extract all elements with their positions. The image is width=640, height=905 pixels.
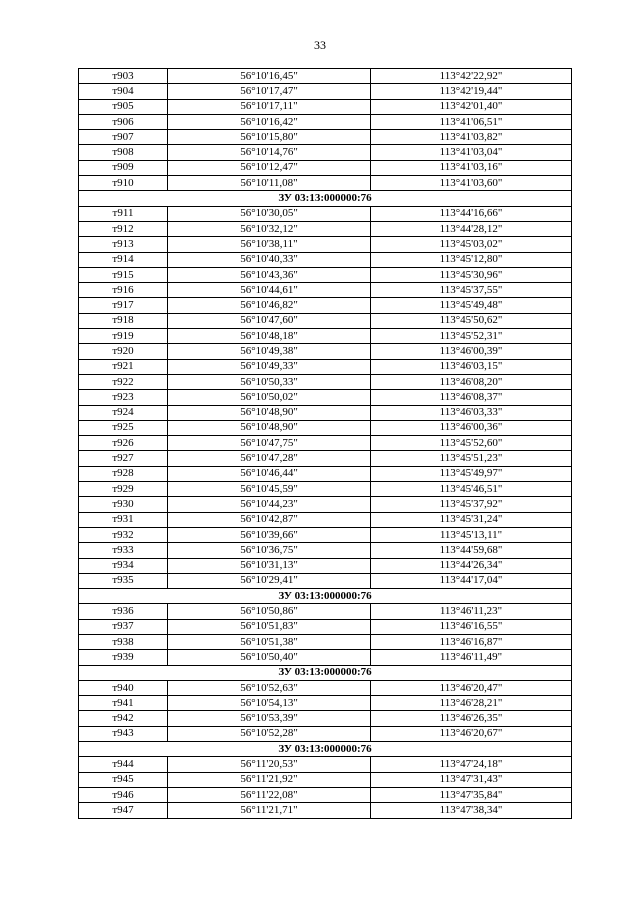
longitude-cell: 113°46'11,49": [371, 650, 572, 665]
section-header-row: [79, 665, 572, 680]
latitude-cell: 56°10'30,05": [168, 206, 371, 221]
table-row: [79, 466, 572, 481]
longitude-cell: 113°45'46,51": [371, 482, 572, 497]
point-id-cell: т913: [79, 237, 168, 252]
latitude-cell: 56°10'46,44": [168, 466, 371, 481]
table-row: [79, 772, 572, 787]
latitude-cell: 56°11'22,08": [168, 787, 371, 802]
point-id-cell: т930: [79, 497, 168, 512]
table-row: [79, 757, 572, 772]
latitude-cell: 56°11'21,92": [168, 772, 371, 787]
latitude-cell: 56°10'50,02": [168, 390, 371, 405]
latitude-cell: 56°10'17,11": [168, 99, 371, 114]
table-row: [79, 619, 572, 634]
point-id-cell: т943: [79, 726, 168, 741]
table-row: [79, 145, 572, 160]
point-id-cell: т942: [79, 711, 168, 726]
longitude-cell: 113°46'08,37": [371, 390, 572, 405]
latitude-cell: 56°10'50,40": [168, 650, 371, 665]
latitude-cell: 56°10'36,75": [168, 543, 371, 558]
longitude-cell: 113°45'37,55": [371, 283, 572, 298]
table-row: [79, 84, 572, 99]
latitude-cell: 56°10'47,60": [168, 313, 371, 328]
table-row: [79, 726, 572, 741]
latitude-cell: 56°10'42,87": [168, 512, 371, 527]
longitude-cell: 113°45'30,96": [371, 267, 572, 282]
point-id-cell: т920: [79, 344, 168, 359]
section-header-row: [79, 191, 572, 206]
longitude-cell: 113°44'28,12": [371, 221, 572, 236]
latitude-cell: 56°10'45,59": [168, 482, 371, 497]
table-row: [79, 283, 572, 298]
latitude-cell: 56°10'48,90": [168, 405, 371, 420]
table-row: [79, 482, 572, 497]
coordinates-table-body: [79, 69, 572, 819]
longitude-cell: 113°42'19,44": [371, 84, 572, 99]
table-row: [79, 160, 572, 175]
point-id-cell: т928: [79, 466, 168, 481]
point-id-cell: т924: [79, 405, 168, 420]
table-row: [79, 696, 572, 711]
longitude-cell: 113°47'24,18": [371, 757, 572, 772]
point-id-cell: т907: [79, 130, 168, 145]
point-id-cell: т935: [79, 573, 168, 588]
latitude-cell: 56°10'31,13": [168, 558, 371, 573]
longitude-cell: 113°45'12,80": [371, 252, 572, 267]
longitude-cell: 113°45'49,97": [371, 466, 572, 481]
latitude-cell: 56°10'39,66": [168, 527, 371, 542]
section-title: ЗУ 03:13:000000:76: [79, 742, 572, 757]
latitude-cell: 56°10'14,76": [168, 145, 371, 160]
coordinates-table: [78, 68, 572, 819]
point-id-cell: т906: [79, 114, 168, 129]
table-row: [79, 237, 572, 252]
point-id-cell: т926: [79, 436, 168, 451]
point-id-cell: т933: [79, 543, 168, 558]
longitude-cell: 113°41'03,82": [371, 130, 572, 145]
point-id-cell: т919: [79, 329, 168, 344]
longitude-cell: 113°42'01,40": [371, 99, 572, 114]
latitude-cell: 56°11'20,53": [168, 757, 371, 772]
latitude-cell: 56°10'12,47": [168, 160, 371, 175]
point-id-cell: т904: [79, 84, 168, 99]
point-id-cell: т905: [79, 99, 168, 114]
table-row: [79, 176, 572, 191]
longitude-cell: 113°45'49,48": [371, 298, 572, 313]
point-id-cell: т925: [79, 420, 168, 435]
longitude-cell: 113°41'03,04": [371, 145, 572, 160]
longitude-cell: 113°46'11,23": [371, 604, 572, 619]
point-id-cell: т910: [79, 176, 168, 191]
point-id-cell: т911: [79, 206, 168, 221]
longitude-cell: 113°45'31,24": [371, 512, 572, 527]
section-title: ЗУ 03:13:000000:76: [79, 589, 572, 604]
longitude-cell: 113°44'26,34": [371, 558, 572, 573]
longitude-cell: 113°45'03,02": [371, 237, 572, 252]
table-row: [79, 558, 572, 573]
point-id-cell: т944: [79, 757, 168, 772]
latitude-cell: 56°10'44,23": [168, 497, 371, 512]
longitude-cell: 113°46'20,47": [371, 680, 572, 695]
longitude-cell: 113°47'38,34": [371, 803, 572, 818]
latitude-cell: 56°10'50,33": [168, 374, 371, 389]
table-row: [79, 374, 572, 389]
table-row: [79, 527, 572, 542]
point-id-cell: т914: [79, 252, 168, 267]
table-row: [79, 69, 572, 84]
table-row: [79, 114, 572, 129]
point-id-cell: т912: [79, 221, 168, 236]
latitude-cell: 56°10'38,11": [168, 237, 371, 252]
latitude-cell: 56°10'47,75": [168, 436, 371, 451]
table-row: [79, 99, 572, 114]
table-row: [79, 329, 572, 344]
latitude-cell: 56°10'47,28": [168, 451, 371, 466]
latitude-cell: 56°10'29,41": [168, 573, 371, 588]
table-row: [79, 680, 572, 695]
longitude-cell: 113°47'31,43": [371, 772, 572, 787]
point-id-cell: т947: [79, 803, 168, 818]
latitude-cell: 56°10'51,83": [168, 619, 371, 634]
longitude-cell: 113°46'20,67": [371, 726, 572, 741]
latitude-cell: 56°10'54,13": [168, 696, 371, 711]
latitude-cell: 56°10'16,45": [168, 69, 371, 84]
table-row: [79, 634, 572, 649]
point-id-cell: т937: [79, 619, 168, 634]
latitude-cell: 56°10'16,42": [168, 114, 371, 129]
longitude-cell: 113°44'16,66": [371, 206, 572, 221]
longitude-cell: 113°46'16,87": [371, 634, 572, 649]
longitude-cell: 113°47'35,84": [371, 787, 572, 802]
point-id-cell: т941: [79, 696, 168, 711]
longitude-cell: 113°46'08,20": [371, 374, 572, 389]
latitude-cell: 56°10'17,47": [168, 84, 371, 99]
latitude-cell: 56°10'53,39": [168, 711, 371, 726]
point-id-cell: т931: [79, 512, 168, 527]
point-id-cell: т938: [79, 634, 168, 649]
point-id-cell: т916: [79, 283, 168, 298]
table-row: [79, 221, 572, 236]
table-row: [79, 512, 572, 527]
point-id-cell: т939: [79, 650, 168, 665]
point-id-cell: т929: [79, 482, 168, 497]
longitude-cell: 113°45'51,23": [371, 451, 572, 466]
latitude-cell: 56°10'15,80": [168, 130, 371, 145]
section-title: ЗУ 03:13:000000:76: [79, 191, 572, 206]
latitude-cell: 56°10'11,08": [168, 176, 371, 191]
point-id-cell: т927: [79, 451, 168, 466]
table-row: [79, 267, 572, 282]
point-id-cell: т917: [79, 298, 168, 313]
latitude-cell: 56°10'46,82": [168, 298, 371, 313]
table-row: [79, 543, 572, 558]
point-id-cell: т921: [79, 359, 168, 374]
point-id-cell: т918: [79, 313, 168, 328]
longitude-cell: 113°44'17,04": [371, 573, 572, 588]
longitude-cell: 113°46'00,36": [371, 420, 572, 435]
point-id-cell: т932: [79, 527, 168, 542]
longitude-cell: 113°45'13,11": [371, 527, 572, 542]
point-id-cell: т945: [79, 772, 168, 787]
point-id-cell: т922: [79, 374, 168, 389]
longitude-cell: 113°41'06,51": [371, 114, 572, 129]
table-row: [79, 573, 572, 588]
longitude-cell: 113°46'03,15": [371, 359, 572, 374]
table-row: [79, 405, 572, 420]
table-row: [79, 787, 572, 802]
point-id-cell: т903: [79, 69, 168, 84]
latitude-cell: 56°10'43,36": [168, 267, 371, 282]
longitude-cell: 113°46'26,35": [371, 711, 572, 726]
latitude-cell: 56°10'32,12": [168, 221, 371, 236]
table-row: [79, 313, 572, 328]
table-row: [79, 359, 572, 374]
table-row: [79, 451, 572, 466]
point-id-cell: т909: [79, 160, 168, 175]
latitude-cell: 56°10'48,90": [168, 420, 371, 435]
point-id-cell: т915: [79, 267, 168, 282]
longitude-cell: 113°46'16,55": [371, 619, 572, 634]
table-row: [79, 436, 572, 451]
point-id-cell: т908: [79, 145, 168, 160]
section-header-row: [79, 742, 572, 757]
latitude-cell: 56°10'52,28": [168, 726, 371, 741]
longitude-cell: 113°45'52,60": [371, 436, 572, 451]
longitude-cell: 113°46'03,33": [371, 405, 572, 420]
latitude-cell: 56°10'49,33": [168, 359, 371, 374]
table-row: [79, 206, 572, 221]
latitude-cell: 56°10'40,33": [168, 252, 371, 267]
table-row: [79, 344, 572, 359]
section-header-row: [79, 589, 572, 604]
table-row: [79, 711, 572, 726]
table-row: [79, 803, 572, 818]
longitude-cell: 113°45'37,92": [371, 497, 572, 512]
point-id-cell: т946: [79, 787, 168, 802]
latitude-cell: 56°10'48,18": [168, 329, 371, 344]
point-id-cell: т940: [79, 680, 168, 695]
latitude-cell: 56°10'52,63": [168, 680, 371, 695]
longitude-cell: 113°45'50,62": [371, 313, 572, 328]
point-id-cell: т936: [79, 604, 168, 619]
table-row: [79, 650, 572, 665]
longitude-cell: 113°41'03,60": [371, 176, 572, 191]
table-row: [79, 390, 572, 405]
section-title: ЗУ 03:13:000000:76: [79, 665, 572, 680]
table-row: [79, 497, 572, 512]
latitude-cell: 56°10'49,38": [168, 344, 371, 359]
longitude-cell: 113°41'03,16": [371, 160, 572, 175]
point-id-cell: т934: [79, 558, 168, 573]
latitude-cell: 56°11'21,71": [168, 803, 371, 818]
table-row: [79, 130, 572, 145]
latitude-cell: 56°10'50,86": [168, 604, 371, 619]
table-row: [79, 252, 572, 267]
longitude-cell: 113°46'28,21": [371, 696, 572, 711]
latitude-cell: 56°10'44,61": [168, 283, 371, 298]
longitude-cell: 113°44'59,68": [371, 543, 572, 558]
page-number: 33: [314, 38, 326, 52]
longitude-cell: 113°42'22,92": [371, 69, 572, 84]
table-row: [79, 604, 572, 619]
table-row: [79, 298, 572, 313]
point-id-cell: т923: [79, 390, 168, 405]
table-row: [79, 420, 572, 435]
longitude-cell: 113°46'00,39": [371, 344, 572, 359]
latitude-cell: 56°10'51,38": [168, 634, 371, 649]
longitude-cell: 113°45'52,31": [371, 329, 572, 344]
